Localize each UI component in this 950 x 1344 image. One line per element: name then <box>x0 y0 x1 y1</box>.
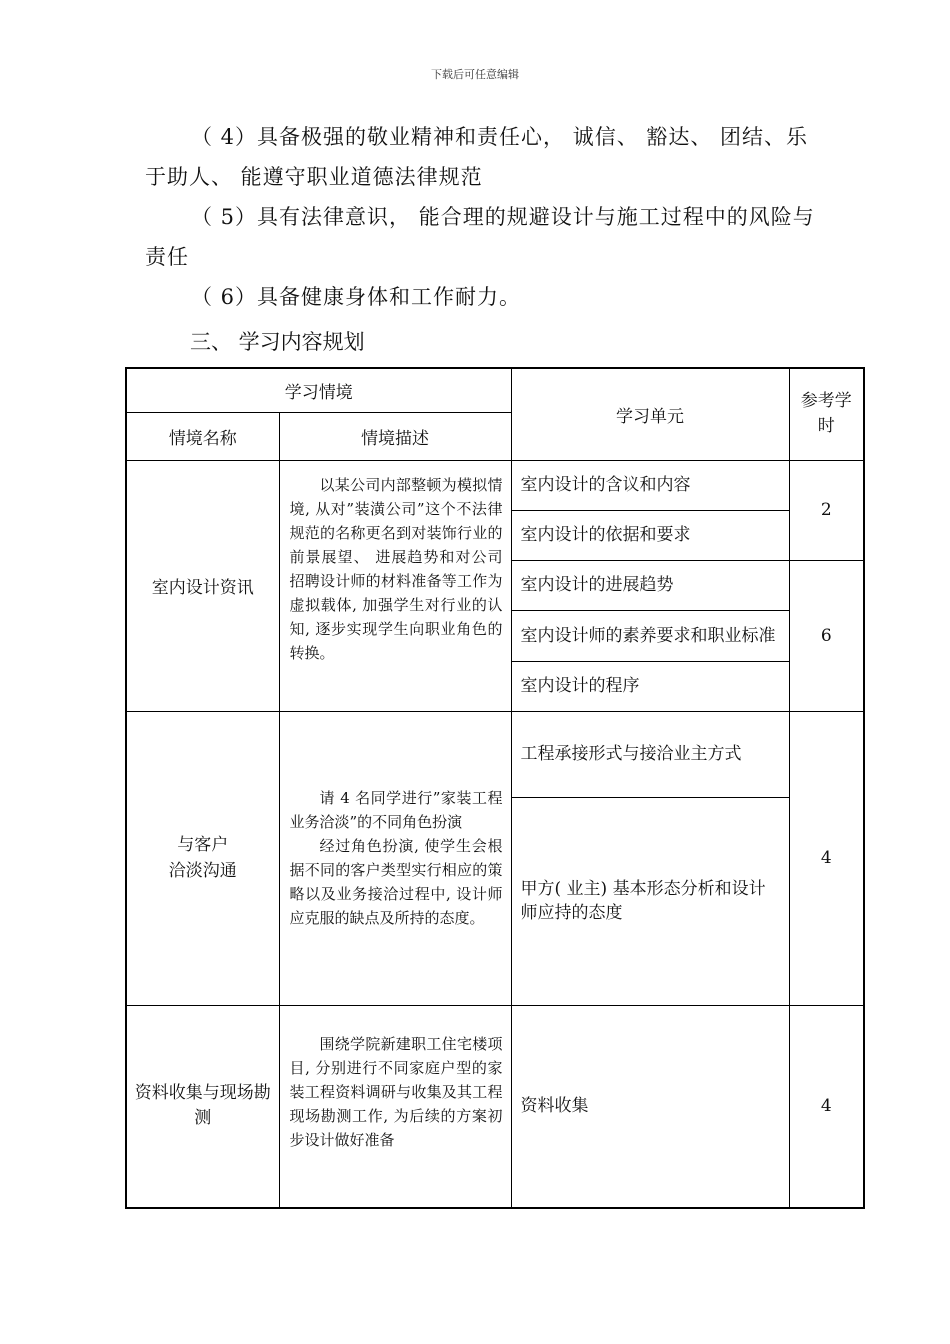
situation-desc-1-text: 以某公司内部整顿为模拟情境, 从对”装潢公司”这个不法律规范的名称更名到对装饰行业的前景展望、 进展趋势和对公司招聘设计师的材料准备等工作为虚拟载体, 加强学生对行业的认知, 逐步实现学生向职业角色的转换。 <box>289 475 503 662</box>
situation-desc-3-text: 围绕学院新建职工住宅楼项目, 分别进行不同家庭户型的家装工程资料调研与收集及其工程现场勘测工作, 为后续的方案初步设计做好准备 <box>289 1034 503 1149</box>
paragraph-6: （ 6）具备健康身体和工作耐力。 <box>191 285 522 309</box>
hours-cell: 2 <box>789 460 864 560</box>
header-situation-name: 情境名称 <box>126 412 279 460</box>
unit-cell: 工程承接形式与接洽业主方式 <box>511 711 789 797</box>
hours-cell: 4 <box>789 1005 864 1208</box>
situation-name-2 <box>126 711 279 1005</box>
header-situation-group: 学习情境 <box>126 368 511 412</box>
page-header: 下载后可任意编辑 <box>431 68 519 81</box>
paragraph-5: （ 5）具有法律意识， 能合理的规避设计与施工过程中的风险与责任 <box>145 205 815 269</box>
unit-cell: 室内设计的依据和要求 <box>511 510 789 560</box>
situation-desc-1 <box>279 460 511 711</box>
unit-cell: 甲方( 业主) 基本形态分析和设计师应持的态度 <box>511 797 789 1005</box>
situation-name-3: 资料收集与现场勘测 <box>126 1005 279 1208</box>
situation-name-2-line2: 洽淡沟通 <box>168 861 237 881</box>
header-hours: 参考学时 <box>789 368 864 460</box>
unit-cell: 室内设计的进展趋势 <box>511 560 789 610</box>
situation-name-1: 室内设计资讯 <box>126 460 279 711</box>
section-heading: 三、 学习内容规划 <box>190 330 365 354</box>
hours-cell: 4 <box>789 711 864 1005</box>
learning-plan-table <box>125 367 865 1209</box>
situation-desc-2 <box>279 711 511 1005</box>
header-situation-desc: 情境描述 <box>279 412 511 460</box>
paragraph-4: （ 4）具备极强的敬业精神和责任心， 诚信、 豁达、 团结、乐于助人、 能遵守职业道德法律规范 <box>145 125 809 189</box>
hours-cell: 6 <box>789 560 864 711</box>
unit-cell: 室内设计的程序 <box>511 661 789 711</box>
header-unit: 学习单元 <box>511 368 789 460</box>
unit-cell: 室内设计的含议和内容 <box>511 460 789 510</box>
situation-desc-2-text-1: 请 4 名同学进行”家装工程业务洽淡”的不同角色扮演 <box>289 789 503 831</box>
unit-cell: 资料收集 <box>511 1005 789 1208</box>
situation-name-2-line1: 与客户 <box>177 835 229 855</box>
situation-desc-3 <box>279 1005 511 1208</box>
unit-cell: 室内设计师的素养要求和职业标准 <box>511 610 789 661</box>
situation-desc-2-text-2: 经过角色扮演, 使学生会根据不同的客户类型实行相应的策略以及业务接洽过程中, 设计师应克服的缺点及所持的态度。 <box>289 837 503 927</box>
